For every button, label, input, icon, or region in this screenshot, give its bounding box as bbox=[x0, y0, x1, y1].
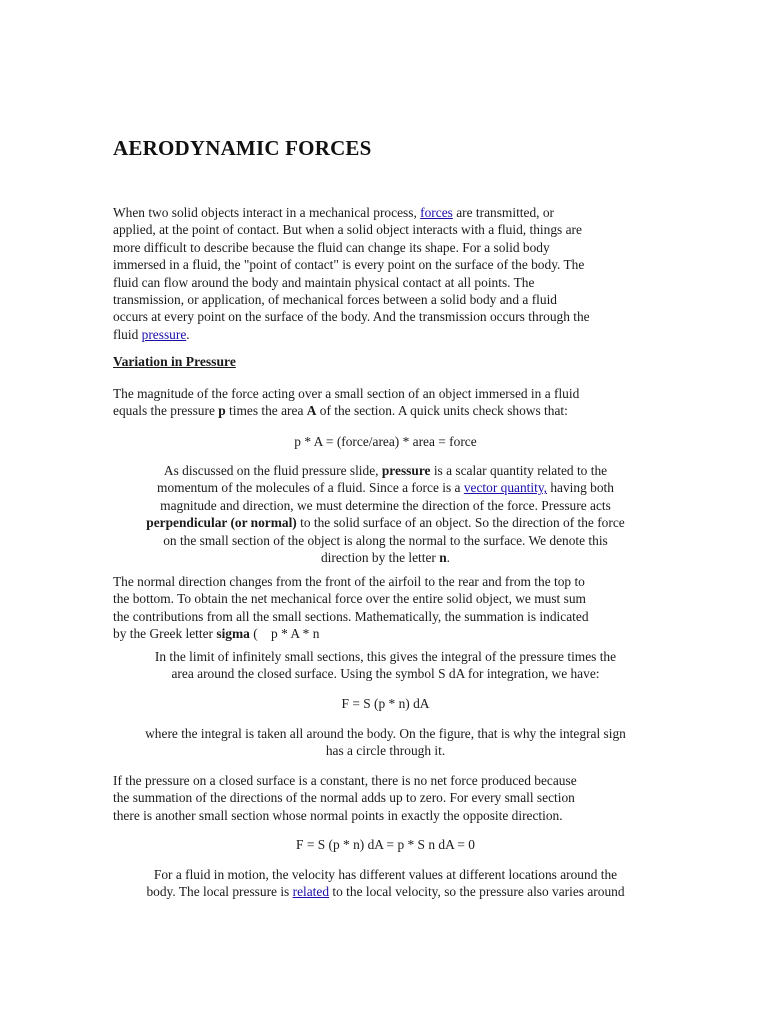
equation-text: F = S (p * n) dA bbox=[341, 696, 430, 711]
text-line: occurs at every point on the surface of the body. And the transmission occurs through the bbox=[113, 309, 590, 325]
text-line bbox=[113, 462, 658, 479]
integral-paragraph bbox=[113, 648, 658, 683]
text-fragment: by the Greek letter bbox=[113, 626, 217, 642]
text-line bbox=[113, 402, 658, 419]
text-line: there is another small section whose normal points in exactly the opposite direction. bbox=[113, 807, 563, 823]
text-line: the contributions from all the small sections. Mathematically, the summation is indicated bbox=[113, 608, 589, 624]
text-fragment: body. The local pressure is bbox=[146, 884, 293, 900]
text-line: transmission, or application, of mechanical forces between a solid body and a fluid bbox=[113, 292, 557, 308]
text-line bbox=[113, 204, 658, 221]
text-fragment: is a scalar quantity related to the bbox=[430, 463, 608, 478]
text-line: If the pressure on a closed surface is a constant, there is no net force produced because bbox=[113, 773, 577, 788]
text-line: on the small section of the object is along the normal to the surface. We denote this bbox=[163, 532, 608, 548]
text-fragment: As discussed on the fluid pressure slide, bbox=[163, 463, 382, 478]
text-line bbox=[113, 326, 658, 343]
text-line bbox=[113, 549, 658, 566]
text-fragment: to the local velocity, so the pressure also varies around bbox=[329, 884, 625, 900]
related-link[interactable]: related bbox=[292, 884, 330, 900]
text-line bbox=[113, 625, 658, 642]
text-line: the summation of the directions of the normal adds up to zero. For every small section bbox=[113, 790, 575, 806]
equation-text: p * A = (force/area) * area = force bbox=[294, 434, 477, 449]
text-line bbox=[113, 514, 658, 531]
text-line: the bottom. To obtain the net mechanical force over the entire solid object, we must sum bbox=[113, 591, 586, 607]
normal-direction-paragraph bbox=[113, 573, 658, 643]
bold-term-n: n bbox=[439, 550, 447, 566]
equation-text: F = S (p * n) dA = p * S n dA = 0 bbox=[296, 837, 475, 852]
text-line: The magnitude of the force acting over a small section of an object immersed in a fluid bbox=[113, 386, 580, 401]
bold-term-sigma: sigma bbox=[216, 626, 250, 642]
constant-pressure-paragraph bbox=[113, 772, 658, 824]
integral-explanation-paragraph bbox=[113, 725, 658, 760]
text-fragment: When two solid objects interact in a mechanical process, bbox=[113, 205, 421, 220]
text-fragment: . bbox=[186, 326, 190, 342]
bold-term-a: A bbox=[306, 403, 317, 419]
text-line: applied, at the point of contact. But when a solid object interacts with a fluid, things are bbox=[113, 222, 582, 238]
text-fragment: . bbox=[446, 550, 451, 566]
bold-term-pressure: pressure bbox=[381, 463, 431, 478]
equation-force-units bbox=[113, 433, 658, 450]
page-title: AERODYNAMIC FORCES bbox=[113, 136, 372, 160]
text-fragment: times the area bbox=[225, 403, 307, 419]
text-line: In the limit of infinitely small sections, this gives the integral of the pressure times the bbox=[154, 649, 617, 664]
text-line bbox=[113, 883, 658, 900]
text-line: magnitude and direction, we must determine the direction of the force. Pressure acts bbox=[160, 497, 611, 513]
intro-paragraph bbox=[113, 204, 658, 343]
text-fragment: of the section. A quick units check shows that: bbox=[316, 403, 568, 419]
equation-integral bbox=[113, 695, 658, 712]
text-line bbox=[113, 479, 658, 496]
text-line: immersed in a fluid, the "point of contact" is every point on the surface of the body. The bbox=[113, 257, 585, 273]
bold-term-perpendicular: perpendicular (or normal) bbox=[146, 515, 297, 531]
pressure-link[interactable]: pressure bbox=[141, 326, 187, 342]
pressure-direction-paragraph bbox=[113, 462, 658, 566]
forces-link[interactable]: forces bbox=[420, 205, 453, 220]
equation-zero-net-force bbox=[113, 836, 658, 853]
text-line: For a fluid in motion, the velocity has different values at different locations around the bbox=[153, 867, 618, 882]
vector-quantity-link[interactable]: vector quantity, bbox=[463, 480, 547, 496]
text-line: fluid can flow around the body and maintain physical contact at all points. The bbox=[113, 274, 535, 290]
text-fragment: ( p * A * n bbox=[249, 626, 320, 642]
text-line: where the integral is taken all around the body. On the figure, that is why the integral sign bbox=[145, 726, 626, 741]
text-fragment: direction by the letter bbox=[320, 550, 440, 566]
text-fragment: having both bbox=[547, 480, 614, 496]
text-fragment: to the solid surface of an object. So the direction of the force bbox=[296, 515, 625, 531]
text-line: has a circle through it. bbox=[325, 743, 446, 759]
text-line: more difficult to describe because the fluid can change its shape. For a solid body bbox=[113, 239, 550, 255]
text-fragment: equals the pressure bbox=[113, 403, 219, 419]
text-fragment: momentum of the molecules of a fluid. Since a force is a bbox=[157, 480, 464, 496]
bold-term-p: p bbox=[218, 403, 226, 419]
text-line: The normal direction changes from the front of the airfoil to the rear and from the top to bbox=[113, 574, 585, 589]
text-fragment: are transmitted, or bbox=[452, 205, 554, 220]
text-line: area around the closed surface. Using the symbol S dA for integration, we have: bbox=[171, 666, 600, 682]
fluid-motion-paragraph bbox=[113, 866, 658, 901]
magnitude-paragraph bbox=[113, 385, 658, 420]
section-heading-variation: Variation in Pressure bbox=[113, 354, 236, 369]
text-fragment: fluid bbox=[113, 326, 142, 342]
